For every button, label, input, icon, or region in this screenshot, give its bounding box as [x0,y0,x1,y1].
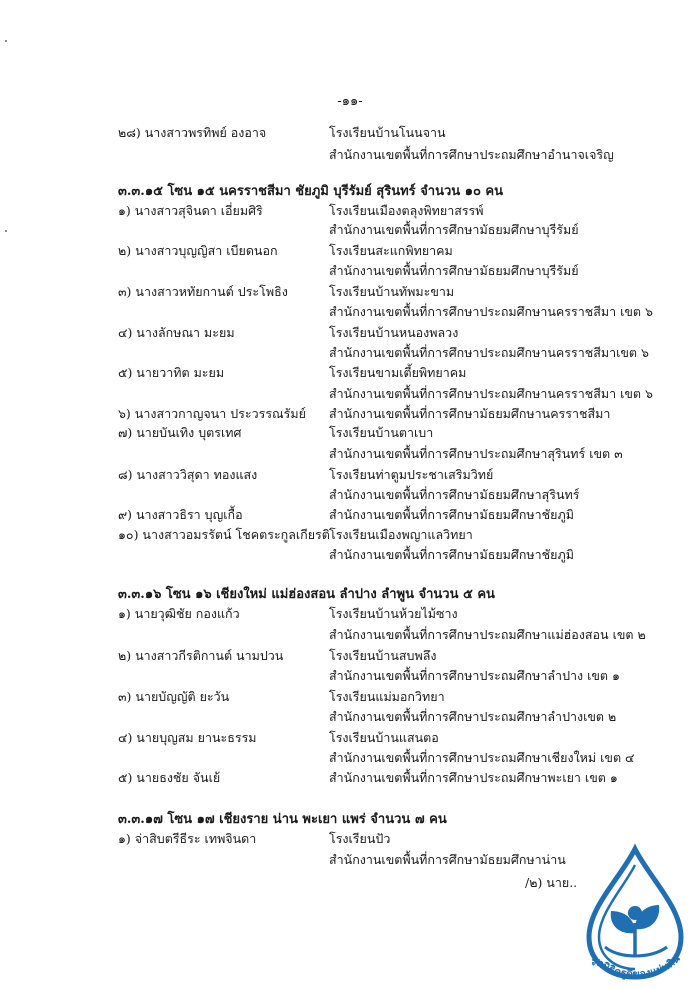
school-name: โรงเรียนบ้านโนนจาน [329,125,446,140]
list-item [0,728,700,748]
person-name: ๘) นางสาววิสุดา ทองแสง [118,467,258,482]
logo-text: มูลนิธิครูดีของแผ่นดิน [589,952,683,981]
school-name: โรงเรียนสะแกพิทยาคม [329,243,453,258]
office-name: สำนักงานเขตพื้นที่การศึกษามัธยมศึกษาน่าน [329,852,566,867]
list-item [0,282,700,302]
school-name: โรงเรียนปัว [329,831,391,846]
list-item-office [0,444,700,464]
school-name: โรงเรียนเมืองพญาแลวิทยา [329,527,473,542]
list-item [0,768,700,788]
margin-mark [5,40,7,42]
school-name: โรงเรียนบ้านทัพมะขาม [329,284,455,299]
office-name: สำนักงานเขตพื้นที่การศึกษาประถมศึกษาอำนาจเจริญ [329,147,614,162]
person-name: ๙) นางสาวธิรา บุญเกื้อ [118,507,243,522]
office-name: สำนักงานเขตพื้นที่การศึกษามัธยมศึกษาบุรีรัมย์ [329,263,579,278]
school-name: โรงเรียนบ้านห้วยไม้ซาง [329,606,458,621]
margin-mark [5,230,7,232]
office-name: สำนักงานเขตพื้นที่การศึกษามัธยมศึกษาชัยภูมิ [329,547,574,562]
office-name: สำนักงานเขตพื้นที่การศึกษาประถมศึกษาลำปางเขต ๒ [329,709,617,724]
continuation-note: /๒) นาย.. [525,875,578,890]
list-item-office [0,220,700,240]
office-name: สำนักงานเขตพื้นที่การศึกษาประถมศึกษานครราชสีมาเขต ๖ [329,345,649,360]
list-item [0,525,700,545]
office-name: สำนักงานเขตพื้นที่การศึกษามัธยมศึกษานครราชสีมา [329,406,611,421]
list-item [0,201,700,221]
person-name: ๓) นางสาวหทัยกานต์ ประโพธิง [118,284,288,299]
person-name: ๕) นายวาทิต มะยม [118,365,225,380]
office-name: สำนักงานเขตพื้นที่การศึกษาประถมศึกษานครราชสีมา เขต ๖ [329,304,653,319]
office-name: สำนักงานเขตพื้นที่การศึกษามัธยมศึกษาสุรินทร์ [329,487,580,502]
list-item-office [0,302,700,322]
school-name: โรงเรียนขามเตี้ยพิทยาคม [329,365,467,380]
person-name: ๓) นายบัญญัติ ยะวัน [118,689,230,704]
list-item [0,363,700,383]
office-name: สำนักงานเขตพื้นที่การศึกษาประถมศึกษาลำปาง เขต ๑ [329,668,620,683]
person-name: ๒) นางสาวบุญญิสา เบียดนอก [118,243,278,258]
list-item-office [0,384,700,404]
office-name: สำนักงานเขตพื้นที่การศึกษาประถมศึกษานครราชสีมา เขต ๖ [329,386,653,401]
school-name: โรงเรียนท่าตูมประชาเสริมวิทย์ [329,467,494,482]
list-item [0,465,700,485]
list-item [0,687,700,707]
school-name: โรงเรียนแม่มอกวิทยา [329,689,445,704]
school-name: โรงเรียนบ้านสบพลึง [329,648,437,663]
office-name: สำนักงานเขตพื้นที่การศึกษาประถมศึกษาพะเยา เขต ๑ [329,770,618,785]
office-name: สำนักงานเขตพื้นที่การศึกษาประถมศึกษาสุรินทร์ เขต ๓ [329,446,623,461]
school-name: โรงเรียนบ้านตาเบา [329,425,434,440]
section-heading: ๓.๓.๑๕ โซน ๑๕ นครราชสีมา ชัยภูมิ บุรีรัมย์ สุรินทร์ จำนวน ๑๐ คน [118,184,504,199]
school-name: โรงเรียนเมืองตลุงพิทยาสรรพ์ [329,203,484,218]
list-item [0,646,700,666]
foundation-logo [575,843,695,983]
office-name: สำนักงานเขตพื้นที่การศึกษาประถมศึกษาเชียงใหม่ เขต ๔ [329,750,635,765]
person-name: ๗) นายบันเทิง บุตรเทศ [118,425,242,440]
page-number: -๑๑- [337,94,363,109]
list-item-office [0,343,700,363]
school-name: โรงเรียนบ้านหนองพลวง [329,325,459,340]
list-item-office [0,485,700,505]
list-item-office [0,707,700,727]
person-name: ๑) นายวุฒิชัย กองแก้ว [118,606,240,621]
school-name: โรงเรียนบ้านแสนตอ [329,730,439,745]
office-name: สำนักงานเขตพื้นที่การศึกษาประถมศึกษาแม่ฮ่องสอน เขต ๒ [329,627,646,642]
person-name: ๑) นางสาวสุจินดา เอี่ยมศิริ [118,203,263,218]
list-item [0,241,700,261]
person-name: ๑๐) นางสาวอมรรัตน์ โชคตระกูลเกียรติ [118,527,330,542]
list-item [0,505,700,525]
list-item [0,123,700,143]
drop-with-plant-icon [575,843,695,983]
person-name: ๑) จ่าสิบตรีธีระ เทพจินดา [118,831,257,846]
list-item-office [0,545,700,565]
person-name: ๔) นางลักษณา มะยม [118,325,235,340]
person-name: ๒๘) นางสาวพรทิพย์ องอาจ [118,125,267,140]
list-item-office [0,261,700,281]
list-item-office [0,145,700,165]
list-item-office [0,666,700,686]
person-name: ๔) นายบุญสม ยานะธรรม [118,730,257,745]
office-name: สำนักงานเขตพื้นที่การศึกษามัธยมศึกษาชัยภูมิ [329,507,574,522]
section-heading: ๓.๓.๑๖ โซน ๑๖ เชียงใหม่ แม่ฮ่องสอน ลำปาง ลำพูน จำนวน ๕ คน [118,587,495,602]
list-item [0,604,700,624]
list-item [0,323,700,343]
list-item [0,423,700,443]
office-name: สำนักงานเขตพื้นที่การศึกษามัธยมศึกษาบุรีรัมย์ [329,222,579,237]
list-item [0,404,700,424]
person-name: ๕) นายธงชัย จันเย้ [118,770,221,785]
list-item-office [0,625,700,645]
section-heading: ๓.๓.๑๗ โซน ๑๗ เชียงราย น่าน พะเยา แพร่ จำนวน ๗ คน [118,812,447,827]
person-name: ๒) นางสาวกีรติกานต์ นามปวน [118,648,284,663]
list-item-office [0,748,700,768]
person-name: ๖) นางสาวกาญจนา ประวรรณรัมย์ [118,406,306,421]
